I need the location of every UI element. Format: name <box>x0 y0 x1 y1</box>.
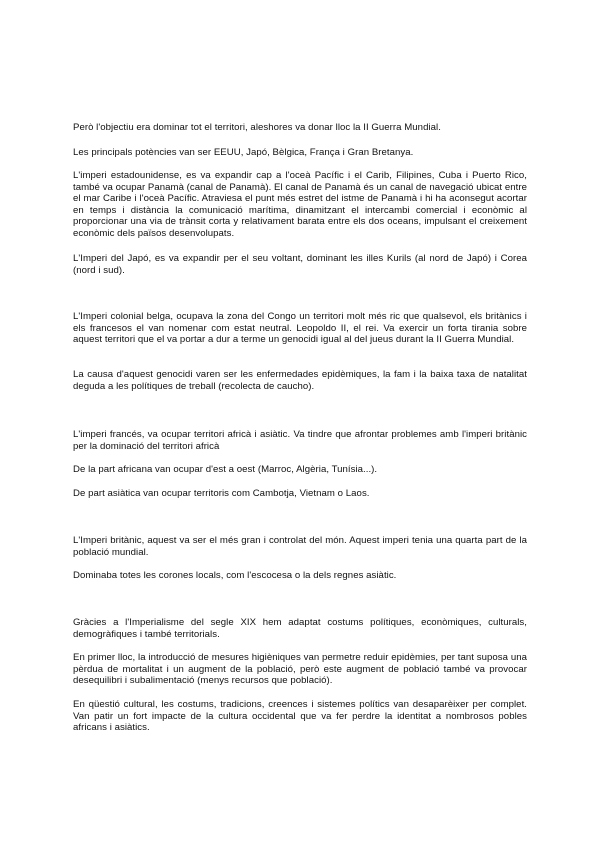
paragraph-british-crowns: Dominaba totes les corones locals, com l'escocesa o la dels regnes asiàtic. <box>73 570 397 581</box>
paragraph-powers: Les principals potències van ser EEUU, Japó, Bèlgica, França i Gran Bretanya. <box>73 147 414 158</box>
paragraph-french-asia: De part asiàtica van ocupar territoris com Cambotja, Vietnam o Laos. <box>73 488 370 499</box>
paragraph-british-empire: L'Imperi britànic, aquest va ser el més gran i controlat del món. Aquest imperi tenia una quarta part de la població mundial. <box>73 535 527 558</box>
paragraph-goal: Però l'objectiu era dominar tot el territori, aleshores va donar lloc la II Guerra Mundial. <box>73 122 441 133</box>
paragraph-us-empire: L'imperi estadounidense, es va expandir cap a l'oceà Pacífic i el Carib, Filipines, Cuba i Puerto Rico, també va ocupar Panamà (canal de Panamà). El canal de Panamà és un canal de navegació ubicat entre el mar Caribe i l'oceà Pacífic. Atraviesa el punt més estret del istme de Panamà i hi ha aconsegut acortar en temps i distància la comunicació marítima, dinamitzant el intercambi comercial i econòmic al proporcionar una via de trànsit corta y relativament barata entre els dos oceans, impulsant el creixement econòmic dels països desenvolupats. <box>73 170 527 239</box>
paragraph-genocide-cause: La causa d'aquest genocidi varen ser les enfermedades epidèmiques, la fam i la baixa taxa de natalitat deguda a les polítiques de treball (recolecta de caucho). <box>73 369 527 392</box>
paragraph-cultural-impact: En qüestió cultural, les costums, tradicions, creences i sistemes polítics van desaparèixer per complet. Van patir un fort impacte de la cultura occidental que va fer perdre la identitat a nombrosos pobles africans i asiàtics. <box>73 699 527 734</box>
paragraph-hygiene-measures: En primer lloc, la introducció de mesures higièniques van permetre reduir epidèmies, per tant suposa una pèrdua de mortalitat i un augment de la població, però este augment de població també va provocar desequilibri i subalimentació (menys recursos que població). <box>73 652 527 687</box>
paragraph-french-africa: De la part africana van ocupar d'est a oest (Marroc, Algèria, Tunísia...). <box>73 464 378 475</box>
paragraph-french-empire: L'imperi francés, va ocupar territori africà i asiàtic. Va tindre que afrontar problemes amb l'imperi britànic per la dominació del territori africà <box>73 429 527 452</box>
paragraph-belgian-empire: L'Imperi colonial belga, ocupava la zona del Congo un territori molt més ric que qualsevol, els britànics i els francesos el van nomenar com estat neutral. Leopoldo II, el rei. Va exercir un forta tirania sobre aquest territori que el va portar a dur a terme un genocidi igual al del jueus durant la II Guerra Mundial. <box>73 311 527 346</box>
paragraph-japan-empire: L'Imperi del Japó, es va expandir per el seu voltant, dominant les illes Kurils (al nord de Japó) i Corea (nord i sud). <box>73 253 527 276</box>
paragraph-imperialism-legacy: Gràcies a l'Imperialisme del segle XIX hem adaptat costums polítiques, econòmiques, culturals, demogràfiques i també territorials. <box>73 617 527 640</box>
